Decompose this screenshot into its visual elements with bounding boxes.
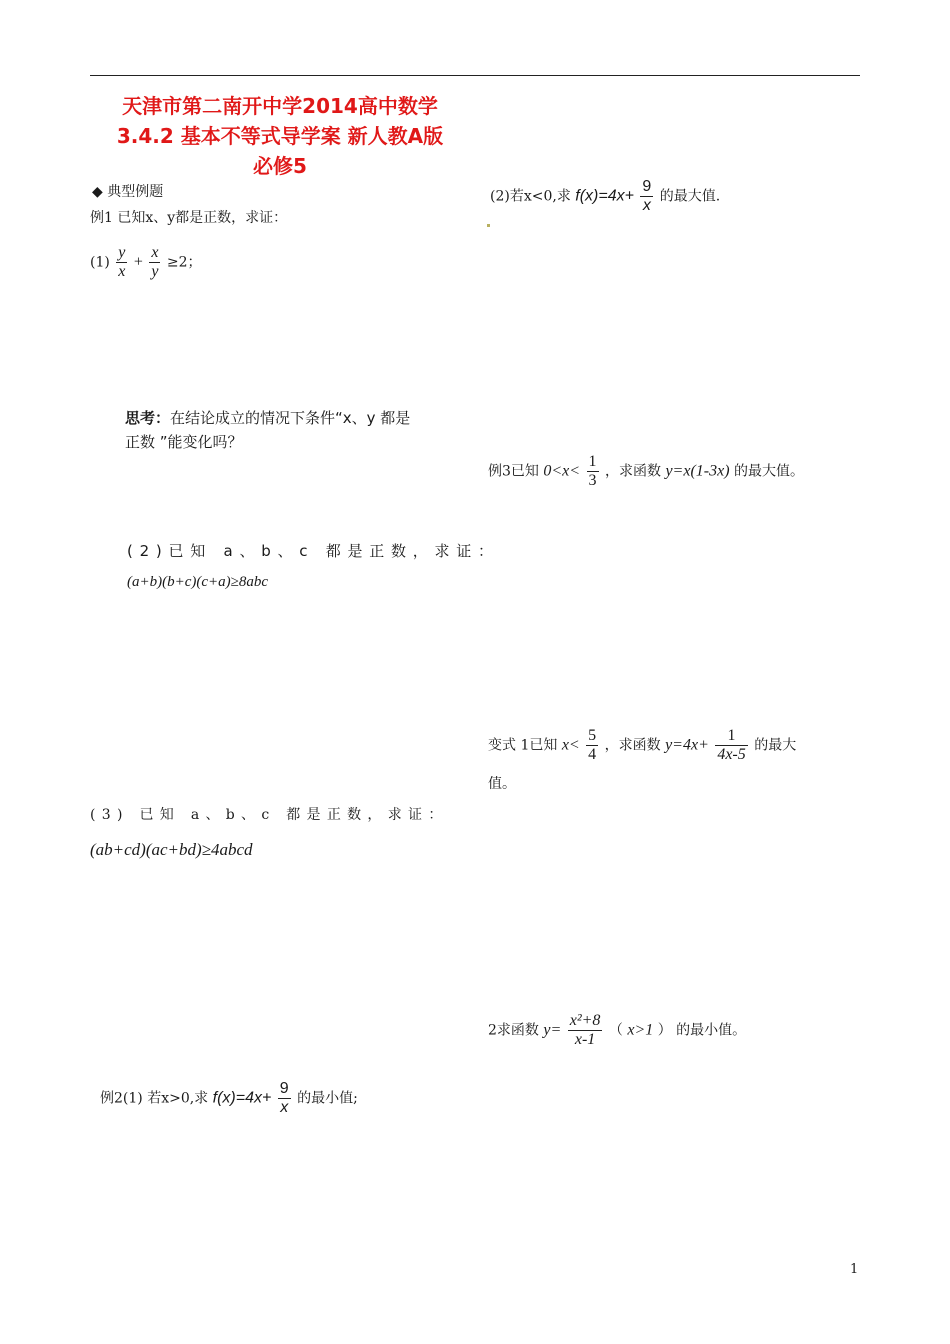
example-2-part-1: 例2(1) 若x>0,求 f(x)=4x+ $\frac{9}{x}$ 的最小值;: [100, 1080, 358, 1116]
think-question: 思考：在结论成立的情况下条件“x、y 都是 正数 ”能变化吗？: [125, 409, 411, 451]
header-rule: [90, 75, 860, 76]
formula-abcd: (ab+cd)(ac+bd)≥4abcd: [90, 840, 253, 859]
diamond-bullet-icon: ◆: [92, 184, 103, 200]
title-line-2: 3.4.2 基本不等式导学案 新人教A版: [116, 124, 444, 148]
example-1-part-2: (2)已知 a、b、c 都是正数，求证：: [127, 542, 500, 560]
example-1-intro: 例1 已知x、y都是正数，求证：: [90, 210, 288, 226]
stray-dot: [487, 224, 490, 227]
part-label: (1): [90, 254, 110, 271]
variant-1: 变式 1已知 x< $\frac{5}{4}$ ，求函数 y=4x+ $\frac{1}{4x-5}$ 的最大: [488, 727, 797, 763]
fraction-y-over-x: $\frac{y}{x}$: [118, 244, 126, 280]
fraction-9-over-x: $\frac{9}{x}$: [642, 178, 652, 214]
variant-2: 2求函数 y= $\frac{\text{x²+8}}{x-1}$ （ x>1 ） 的最小值。: [488, 1012, 747, 1048]
think-label: 思考：: [125, 409, 171, 427]
page-number: 1: [850, 1262, 859, 1277]
section-heading: [92, 182, 163, 202]
title-line-1: 天津市第二南开中学2014高中数学: [122, 94, 438, 118]
formula-abc: (a+b)(b+c)(c+a)≥8abc: [127, 574, 269, 590]
variant-1-continued: 值。: [488, 776, 516, 792]
example-1-part-3: (3) 已知 a、b、c 都是正数，求证：: [90, 807, 449, 823]
example-1-part-1: (1) $\frac{y}{x}$ + $\frac{x}{y}$ ≥2；: [90, 244, 202, 280]
fraction-1-over-4x-5: $\frac{1}{4x-5}$: [717, 727, 746, 763]
fraction-5-over-4: $\frac{5}{4}$: [588, 727, 597, 763]
example-3: 例3已知 0<x< $\frac{1}{3}$ ，求函数 y=x(1-3x) 的最大值。: [488, 453, 804, 489]
section-label: 典型例题: [107, 184, 164, 200]
example-2-part-2: (2)若x<0,求 f(x)=4x+ $\frac{9}{x}$ 的最大值.: [490, 178, 721, 214]
title-line-3: 必修5: [253, 154, 307, 178]
fraction-x-over-y: $\frac{x}{y}$: [151, 244, 159, 280]
fraction-1-over-3: $\frac{1}{3}$: [588, 453, 597, 489]
fraction-9-over-x: $\frac{9}{x}$: [279, 1080, 289, 1116]
fraction-x2-plus-8-over-x-1: $\frac{\text{x²+8}}{x-1}$: [569, 1012, 601, 1048]
